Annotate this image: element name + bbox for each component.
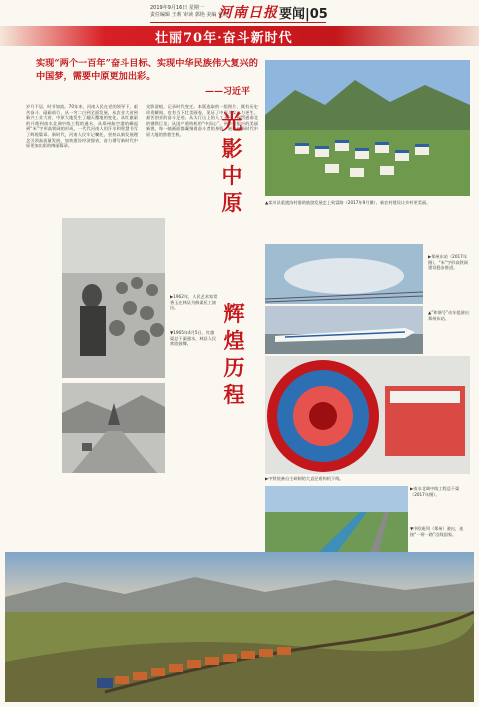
caption-history-2: ▼1965年4月5日，红旗渠总干渠通水，林县人民欢欣鼓舞。 — [170, 330, 217, 347]
caption-tbm: ▶中铁装备自主研制的大直径盾构机下线。 — [265, 476, 344, 481]
caption-train: ▲“和谐号”动车组驶出郑州东站。 — [428, 310, 470, 321]
section-label: 要闻|05 — [279, 7, 328, 22]
body-column-1: 岁月不居，时节如流。70年来，河南人民在党的领导下，艰苦奋斗、砥砺前行，从一穷二白到全面发展，从农业大省到新兴工业大省，中原大地发生了翻天覆地的变化。从红旗渠的开凿到南水北调中线工程的通水，从郑州航空港的崛起到“米”字形高铁网的形成，一代代河南人用汗水和智慧书写了辉煌篇章。新时代，河南人民牢记嘱托，坚持以新发展理念引领高质量发展，加快建设经济强省，奋力谱写新时代中原更加出彩的绚丽篇章。 — [26, 104, 138, 149]
body-column-2: 光影留痕，记录时代变迁。本版选取的一组图片，既有历史珍贵瞬间，也有当下壮美画卷，见证了中原儿女自力更生、艰苦创业的奋斗足迹。从太行山上的人工天河，到贯通南北的钢铁巨龙；从国产盾构机的“中国心”，到乡村振兴的美丽新貌，每一帧画面都凝聚着奋斗者的身影，展现出新时代中原大地的勃勃生机。 — [146, 104, 258, 137]
caption-canal: ▶南水北调中线工程总干渠（2017年摄）。 — [410, 486, 460, 497]
issue-date: 2019年9月16日 星期一 — [150, 5, 204, 11]
photo-history-performance — [62, 218, 165, 378]
photo-freight-train-panorama — [5, 552, 474, 702]
newspaper-logo: 河南日报 — [218, 5, 278, 21]
banner-title: 壮丽70年·奋斗新时代 — [155, 31, 293, 46]
vertical-title-1: 光影中原 — [221, 109, 243, 215]
vertical-title-2: 辉煌历程 — [223, 301, 245, 407]
caption-station: ▶郑州东站（2017年摄），“米”字形高铁网建设稳步推进。 — [428, 254, 468, 271]
caption-history-1: ▶1962年，人民艺术家常香玉在林县为修渠民工演出。 — [170, 294, 218, 311]
photo-railway-station — [265, 244, 423, 304]
caption-village: ▲栾川县重渡沟村借助旅游发展走上致富路（2017年9月摄）。新农村建设让乡村更美丽。 — [265, 200, 431, 205]
lead-quote: 实现“两个一百年”奋斗目标、实现中华民族伟大复兴的中国梦，需要中原更加出彩。 — [36, 58, 258, 82]
photo-high-speed-train — [265, 306, 423, 354]
caption-rail: ▼中欧班列（郑州）驶出，连接“一带一路”沿线国家。 — [410, 526, 464, 537]
staff-credits: 责任编辑 王莉 审读 郭艳 美编 党晓 — [150, 12, 228, 18]
photo-tunnel-boring-machine — [265, 356, 470, 474]
photo-history-canal — [62, 383, 165, 473]
photo-village — [265, 60, 470, 196]
header-rule — [150, 22, 326, 23]
quote-author: ——习近平 — [205, 87, 251, 97]
